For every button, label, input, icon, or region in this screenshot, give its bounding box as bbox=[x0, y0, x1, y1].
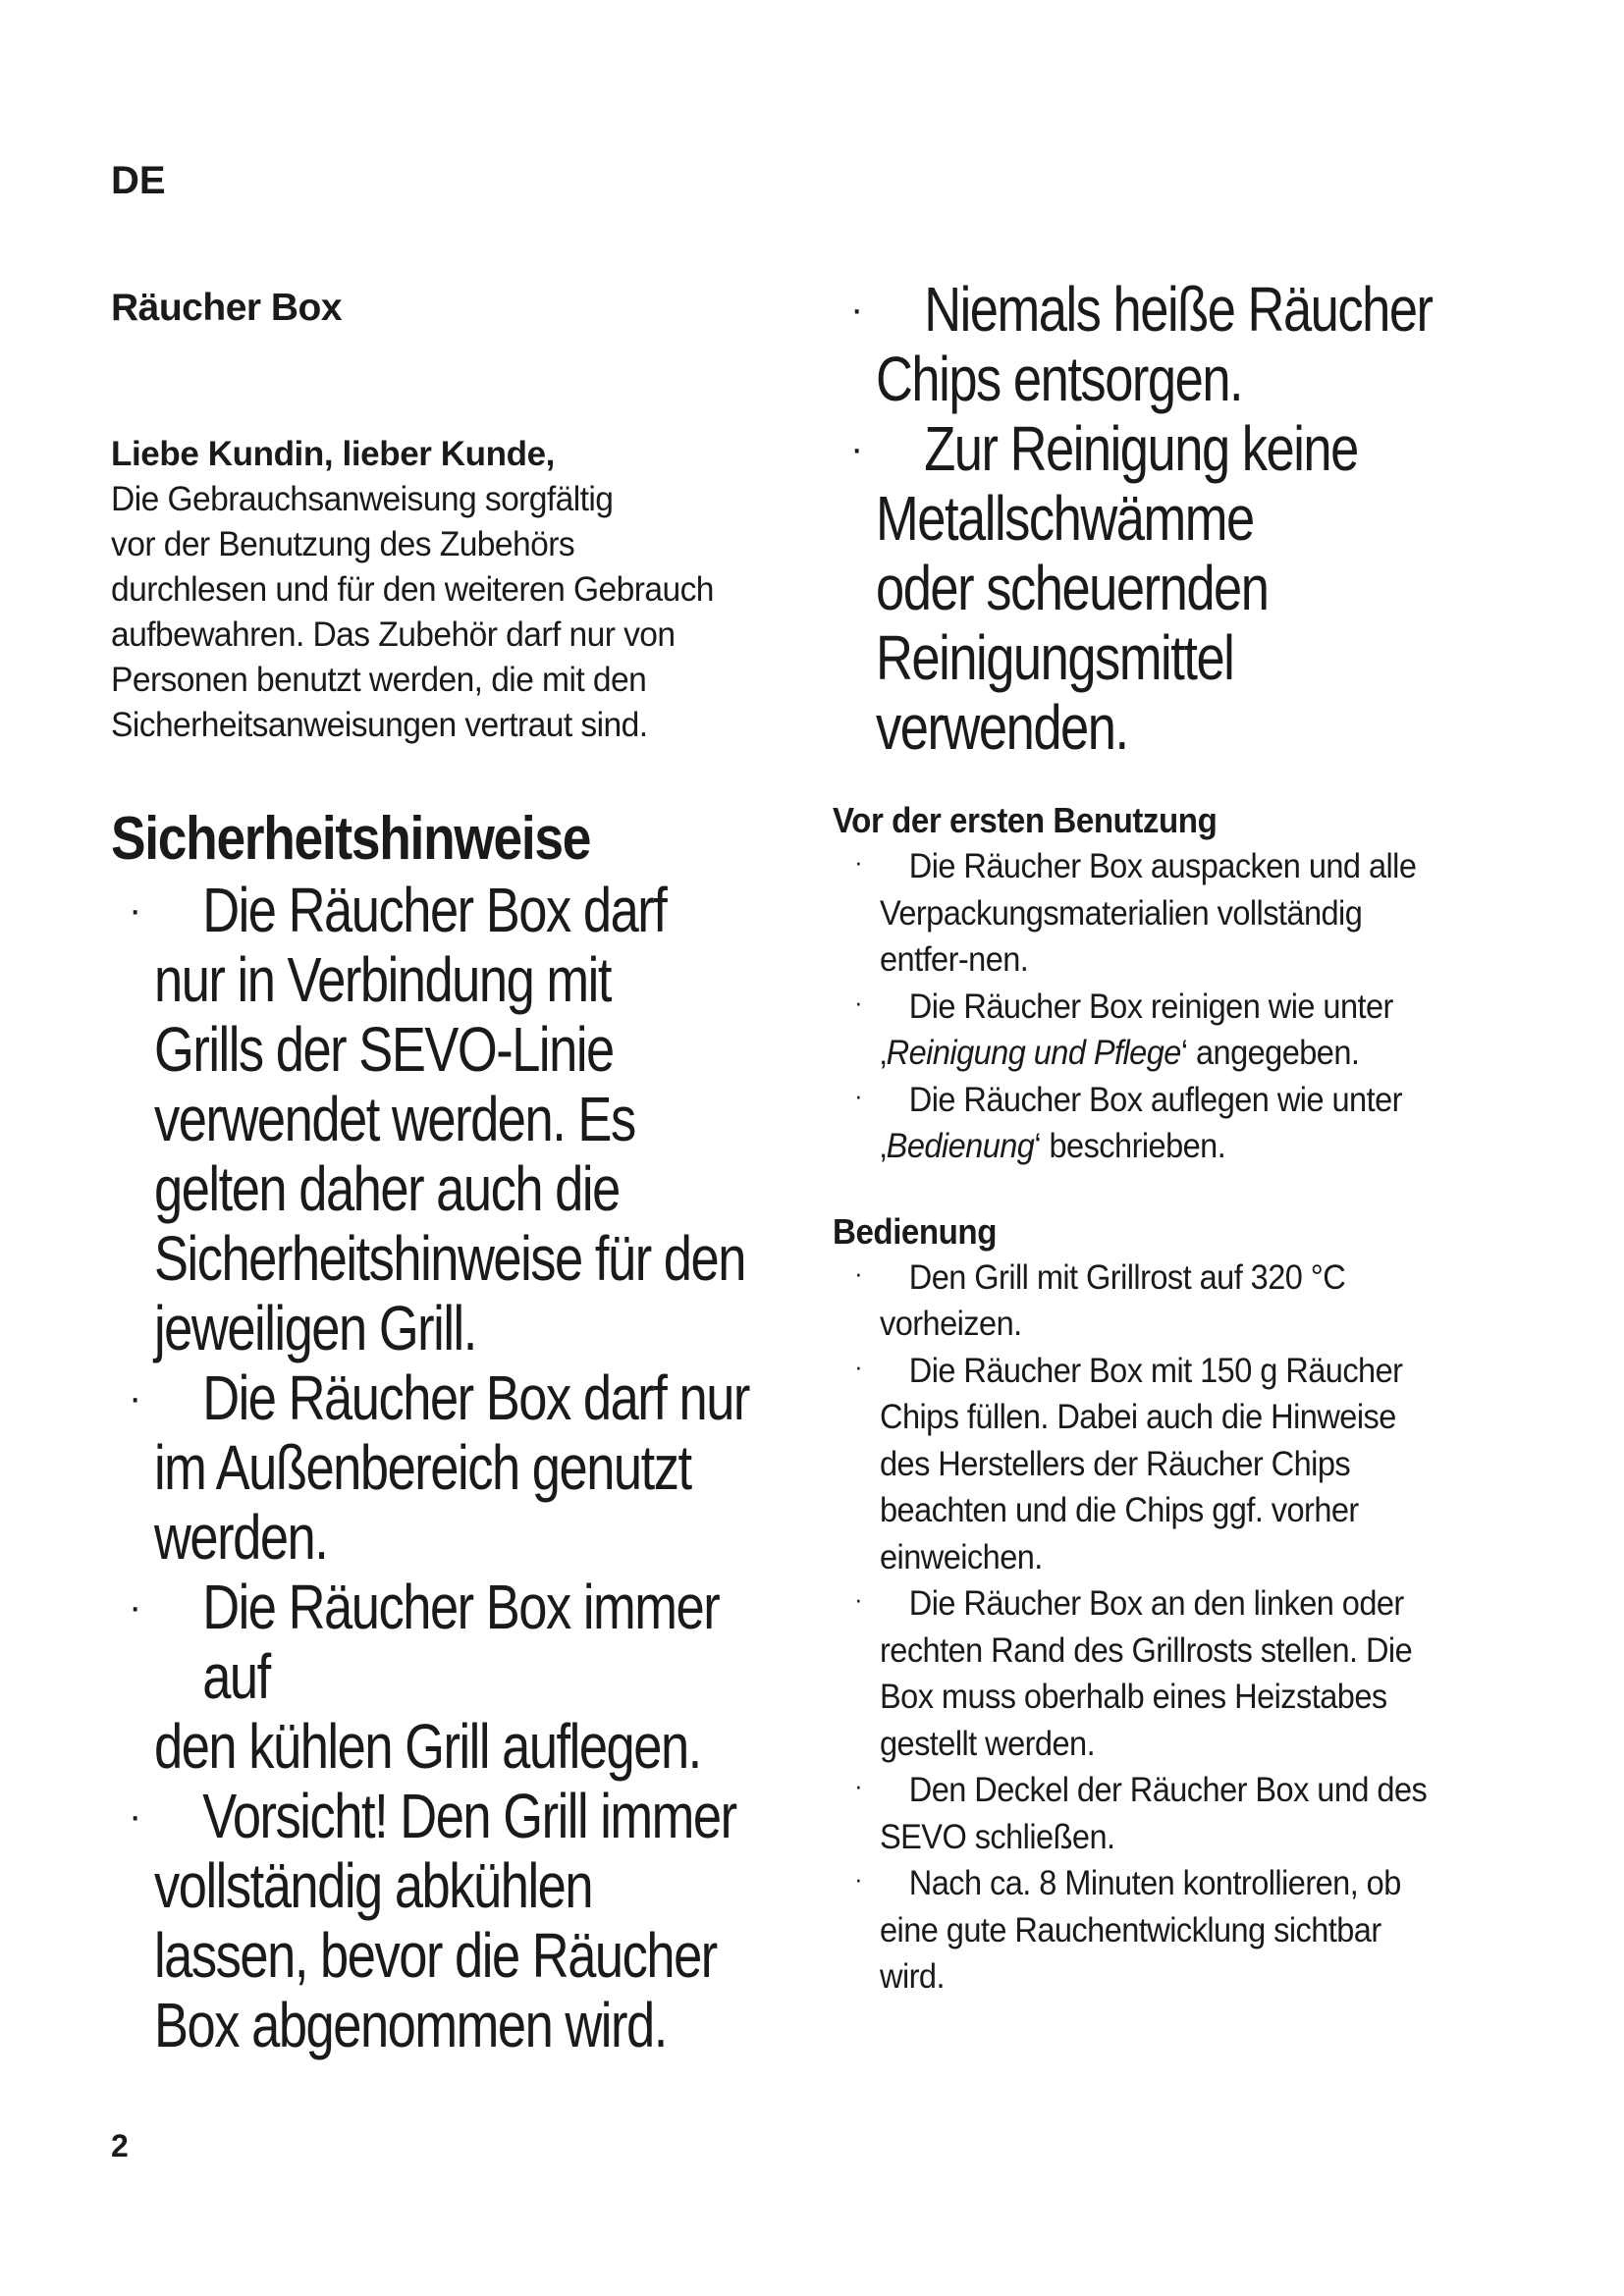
list-item bbox=[833, 1860, 1520, 2001]
reference-suffix: beschrieben. bbox=[1041, 1127, 1226, 1165]
section-reference: Bedienung bbox=[886, 1127, 1035, 1165]
safety-list bbox=[111, 876, 818, 2060]
quote-open: ‚ bbox=[880, 1034, 887, 1072]
list-item-line: nur in Verbindung mit bbox=[154, 944, 611, 1015]
first-use-list bbox=[833, 843, 1520, 1170]
list-item-line: Chips füllen. Dabei auch die Hinweise bbox=[880, 1398, 1396, 1436]
list-item-line: rechten Rand des Grillrosts stellen. Die bbox=[880, 1630, 1413, 1670]
page-number: 2 bbox=[111, 2128, 129, 2163]
list-item-line: wird. bbox=[880, 1957, 945, 1996]
list-item-line: Nach ca. 8 Minuten kontrollieren, ob bbox=[908, 1864, 1401, 1902]
list-item-line: Die Räucher Box reinigen wie unter bbox=[908, 987, 1393, 1026]
list-item-line: Chips entsorgen. bbox=[876, 344, 1243, 414]
list-item-line: beachten und die Chips ggf. vorher bbox=[880, 1491, 1359, 1529]
list-item bbox=[111, 1573, 818, 1782]
reference-suffix: angegeben. bbox=[1187, 1034, 1360, 1072]
list-item bbox=[833, 1348, 1520, 1581]
bullet-icon: · bbox=[850, 427, 862, 470]
list-item-line: vollständig abkühlen bbox=[154, 1850, 593, 1921]
bullet-icon: · bbox=[129, 1585, 140, 1629]
list-item-line: gestellt werden. bbox=[880, 1724, 1096, 1763]
operation-heading: Bedienung bbox=[833, 1210, 997, 1252]
list-item-line: Box abgenommen wird. bbox=[154, 1990, 667, 2060]
list-item bbox=[833, 275, 1520, 414]
list-item-line: Die Räucher Box darf bbox=[202, 875, 667, 945]
intro-salutation: Liebe Kundin, lieber Kunde, bbox=[111, 435, 556, 473]
bullet-icon: · bbox=[854, 847, 863, 877]
list-item-line: verwendet werden. Es bbox=[154, 1084, 635, 1154]
bullet-icon: · bbox=[129, 1376, 140, 1419]
list-item bbox=[833, 414, 1520, 763]
list-item bbox=[833, 1580, 1520, 1767]
quote-open: ‚ bbox=[880, 1127, 887, 1165]
quote-close: ‘ bbox=[1180, 1034, 1188, 1072]
intro-line: Personen benutzt werden, die mit den bbox=[111, 661, 647, 699]
bullet-icon: · bbox=[854, 1771, 863, 1800]
list-item-line: Den Deckel der Räucher Box und des bbox=[908, 1771, 1428, 1809]
quote-close: ‘ bbox=[1034, 1127, 1042, 1165]
list-item-line: Verpackungsmaterialien vollständig bbox=[880, 893, 1363, 933]
list-item-line: Vorsicht! Den Grill immer bbox=[202, 1781, 736, 1851]
intro-paragraph bbox=[111, 477, 828, 748]
list-item-line: Reinigungsmittel bbox=[876, 622, 1234, 693]
list-item bbox=[833, 1077, 1520, 1170]
list-item-line: gelten daher auch die bbox=[154, 1153, 620, 1224]
bullet-icon: · bbox=[854, 1351, 863, 1381]
list-item bbox=[111, 1782, 818, 2060]
list-item-line: Den Grill mit Grillrost auf 320 °C bbox=[908, 1257, 1346, 1297]
bullet-icon: · bbox=[854, 1864, 863, 1894]
list-item-line: Die Räucher Box auspacken und alle bbox=[908, 847, 1417, 885]
list-item-line: Die Räucher Box mit 150 g Räucher bbox=[908, 1351, 1403, 1390]
list-item-line: des Herstellers der Räucher Chips bbox=[880, 1444, 1351, 1483]
list-item-line: oder scheuernden bbox=[876, 553, 1269, 623]
bullet-icon: · bbox=[850, 288, 862, 331]
bullet-icon: · bbox=[854, 1257, 863, 1288]
list-item-line: vorheizen. bbox=[880, 1305, 1022, 1343]
operation-list bbox=[833, 1255, 1520, 2001]
bullet-icon: · bbox=[854, 1584, 863, 1614]
list-item bbox=[833, 984, 1520, 1077]
bullet-icon: · bbox=[854, 987, 863, 1017]
list-item-line: den kühlen Grill auflegen. bbox=[154, 1711, 701, 1782]
language-code: DE bbox=[111, 159, 166, 202]
list-item-line: Die Räucher Box auflegen wie unter bbox=[908, 1080, 1402, 1119]
intro-line: Sicherheitsanweisungen vertraut sind. bbox=[111, 706, 648, 744]
first-use-heading: Vor der ersten Benutzung bbox=[833, 800, 1218, 840]
list-item-line: Die Räucher Box immer auf bbox=[202, 1572, 720, 1712]
list-item-line: einweichen. bbox=[880, 1537, 1043, 1576]
list-item-line: eine gute Rauchentwicklung sichtbar bbox=[880, 1910, 1381, 1949]
intro-line: aufbewahren. Das Zubehör darf nur von bbox=[111, 615, 676, 654]
list-item-line: Grills der SEVO-Linie bbox=[154, 1014, 614, 1085]
list-item-line: Box muss oberhalb eines Heizstabes bbox=[880, 1678, 1387, 1716]
list-item bbox=[833, 1767, 1520, 1860]
list-item bbox=[833, 1255, 1520, 1348]
list-item-line: werden. bbox=[154, 1502, 328, 1573]
intro-line: Die Gebrauchsanweisung sorgfältig bbox=[111, 480, 614, 518]
list-item-line: Die Räucher Box darf nur bbox=[202, 1362, 749, 1433]
list-item-line bbox=[880, 1030, 1538, 1077]
list-item-line: Die Räucher Box an den linken oder bbox=[908, 1584, 1404, 1623]
bullet-icon: · bbox=[129, 1794, 140, 1838]
safety-list-continued bbox=[833, 275, 1520, 763]
section-reference: Reinigung und Pflege bbox=[886, 1034, 1181, 1072]
list-item-line: Metallschwämme bbox=[876, 483, 1254, 554]
intro-line: durchlesen und für den weiteren Gebrauch bbox=[111, 570, 714, 609]
list-item-line: Zur Reinigung keine bbox=[924, 413, 1358, 484]
list-item-line: Sicherheitshinweise für den bbox=[154, 1223, 745, 1294]
intro-line: vor der Benutzung des Zubehörs bbox=[111, 525, 575, 563]
bullet-icon: · bbox=[129, 888, 140, 932]
list-item-line: entfer-nen. bbox=[880, 940, 1029, 979]
list-item-line: im Außenbereich genutzt bbox=[154, 1432, 691, 1503]
list-item-line: verwenden. bbox=[876, 692, 1128, 763]
list-item bbox=[111, 876, 818, 1363]
list-item bbox=[111, 1363, 818, 1573]
left-column bbox=[111, 432, 818, 2060]
list-item bbox=[833, 843, 1520, 984]
list-item-line bbox=[880, 1123, 1538, 1170]
list-item-line: SEVO schließen. bbox=[880, 1817, 1115, 1856]
right-column bbox=[833, 275, 1520, 2001]
list-item-line: jeweiligen Grill. bbox=[154, 1293, 476, 1363]
document-title: Räucher Box bbox=[111, 287, 343, 329]
list-item-line: lassen, bevor die Räucher bbox=[154, 1920, 717, 1991]
bullet-icon: · bbox=[854, 1080, 863, 1110]
list-item-line: Niemals heiße Räucher bbox=[924, 274, 1433, 345]
safety-heading: Sicherheitshinweise bbox=[111, 805, 591, 873]
